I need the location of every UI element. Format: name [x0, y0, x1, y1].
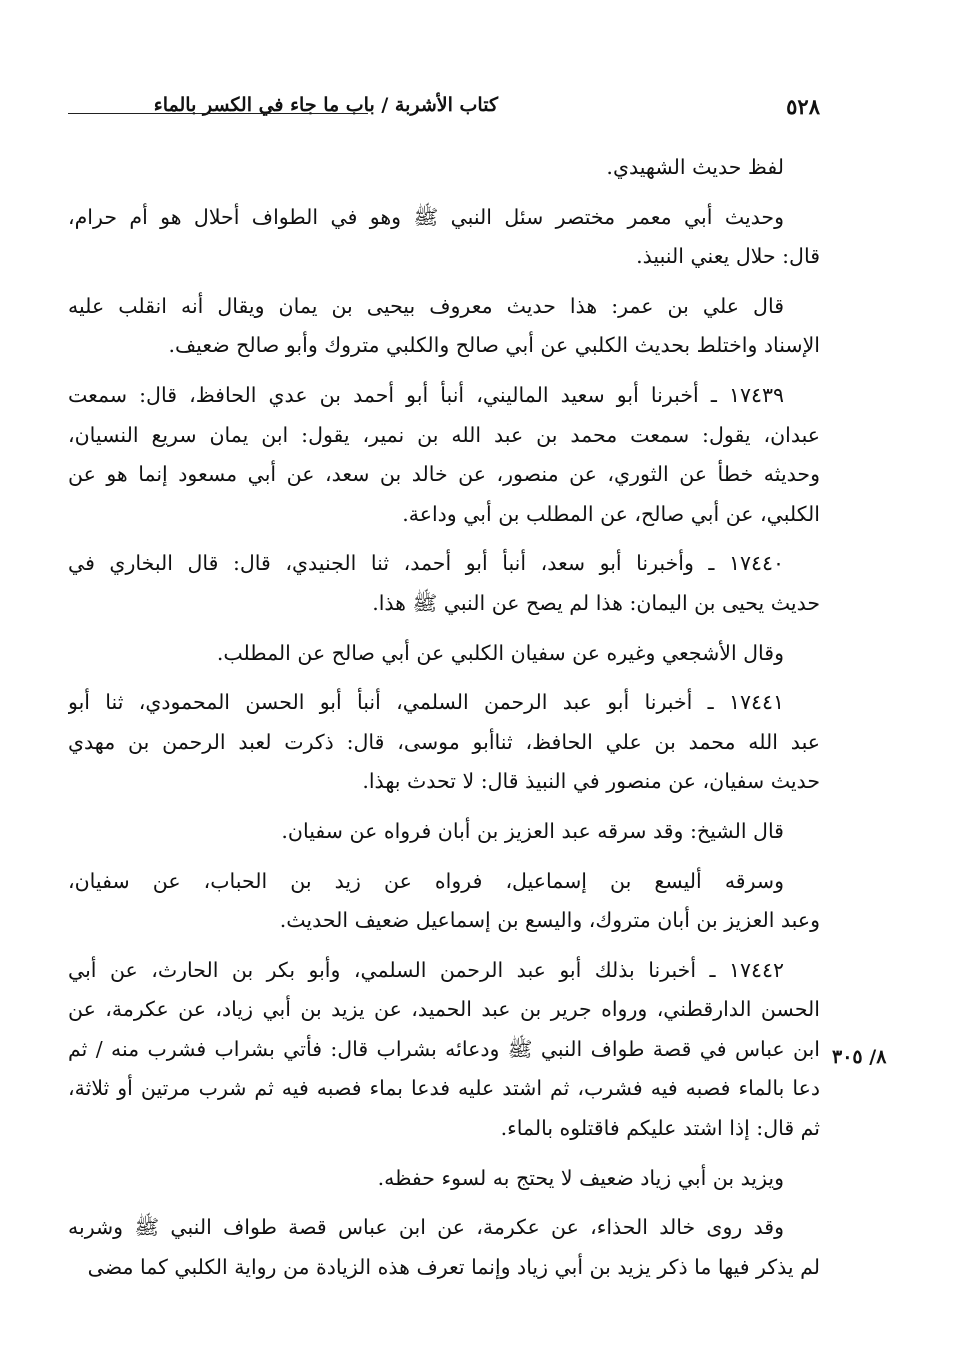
page-header: [68, 92, 820, 126]
paragraph: [68, 1159, 820, 1199]
paragraph: [68, 812, 820, 852]
text-line: وقد روى خالد الحذاء، عن عكرمة، عن ابن عباس قصة طواف النبي ﷺ وشربه: [68, 1215, 784, 1240]
text-line: ثم قال: إذا اشتد عليكم فاقتلوه بالماء.: [500, 1116, 820, 1141]
header-rule: [68, 113, 368, 114]
paragraph: [68, 1208, 820, 1287]
text-line: الإسناد واختلط بحديث الكلبي عن أبي صالح والكلبي متروك وأبو صالح ضعيف.: [168, 333, 820, 358]
text-line: وعبد العزيز بن أبان متروك، واليسع بن إسماعيل ضعيف الحديث.: [279, 908, 820, 933]
text-line: ١٧٤٤٢ ـ أخبرنا بذلك أبو عبد الرحمن السلمي، وأبو بكر بن الحارث، عن أبي: [68, 957, 784, 982]
text-line: ١٧٤٤٠ ـ وأخبرنا أبو سعد، أنبأ أبو أحمد، ثنا الجنيدي، قال: قال البخاري في: [68, 551, 784, 576]
text-line: عبدان، يقول: سمعت محمد بن عبد الله بن نمير، يقول: ابن يمان سريع النسيان،: [68, 422, 820, 447]
text-line: وحديثه خطأ عن الثوري، عن منصور، عن خالد بن سعد، عن أبي مسعود إنما هو عن: [68, 462, 820, 487]
paragraph: [68, 683, 820, 802]
text-line: قال علي بن عمر: هذا حديث معروف بيحيى بن يمان ويقال أنه انقلب عليه: [68, 293, 784, 318]
text-line: لفظ حديث الشهيدي.: [606, 155, 784, 179]
text-line: وسرقه أليسع بن إسماعيل، فرواه عن زيد بن الحباب، عن سفيان،: [68, 868, 784, 893]
paragraph: [68, 148, 820, 188]
paragraph: [68, 198, 820, 277]
text-line: حديث يحيى بن اليمان: هذا لم يصح عن النبي ﷺ هذا.: [372, 590, 820, 615]
paragraph: [68, 376, 820, 534]
text-line: دعا بالماء فصبه فيه فشرب، ثم اشتد عليه فدعا بماء فصبه فيه ثم شرب مرتين أو ثلاثة،: [68, 1076, 820, 1101]
text-line: عبد الله محمد بن علي الحافظ، ثناأبو موسى، قال: ذكرت لعبد الرحمن بن مهدي: [68, 729, 820, 754]
paragraph: [68, 862, 820, 941]
text-line: وقال الأشجعي وغيره عن سفيان الكلبي عن أبي صالح عن المطلب.: [216, 640, 784, 665]
text-line: حديث سفيان، عن منصور في النبيذ قال: لا تحدث بهذا.: [362, 769, 820, 794]
text-line: قال: حلال يعني النبيذ.: [636, 244, 820, 269]
text-line: الحسن الدارقطني، ورواه جرير بن عبد الحميد، عن يزيد بن أبي زياد، عن عكرمة، عن: [68, 997, 820, 1022]
page-number: ٥٢٨: [786, 94, 820, 119]
text-line: الكلبي، عن أبي صالح، عن المطلب بن أبي وداعة.: [402, 501, 820, 526]
body-text: [68, 148, 820, 1297]
paragraph: [68, 951, 820, 1149]
text-line: ١٧٤٣٩ ـ أخبرنا أبو سعيد الماليني، أنبأ أبو أحمد بن عدي الحافظ، قال: سمعت: [68, 382, 784, 407]
text-line: وحديث أبي معمر مختصر سئل النبي ﷺ وهو في الطواف أحلال هو أم حرام،: [68, 204, 784, 229]
paragraph: [68, 287, 820, 366]
text-line: قال الشيخ: وقد سرقه عبد العزيز بن أبان فرواه عن سفيان.: [281, 818, 784, 843]
text-line: ١٧٤٤١ ـ أخبرنا أبو عبد الرحمن السلمي، أنبأ أبو الحسن المحمودي، ثنا أبو: [68, 690, 784, 715]
text-line: ابن عباس في قصة طواف النبي ﷺ ودعائه بشراب قال: فأتي بشراب فشرب منه / ثم: [68, 1036, 820, 1061]
text-line: ويزيد بن أبي زياد ضعيف لا يحتج به لسوء حفظه.: [377, 1165, 784, 1190]
margin-volume-page-note: ٨/ ٣٠٥: [832, 1046, 887, 1068]
running-title: كتاب الأشربة / باب ما جاء في الكسر بالماء: [153, 94, 498, 116]
paragraph: [68, 634, 820, 674]
text-line: لم يذكر فيها ما ذكر يزيد بن أبي زياد وإنما تعرف هذه الزيادة من رواية الكلبي كما مضى: [87, 1254, 820, 1279]
paragraph: [68, 544, 820, 623]
